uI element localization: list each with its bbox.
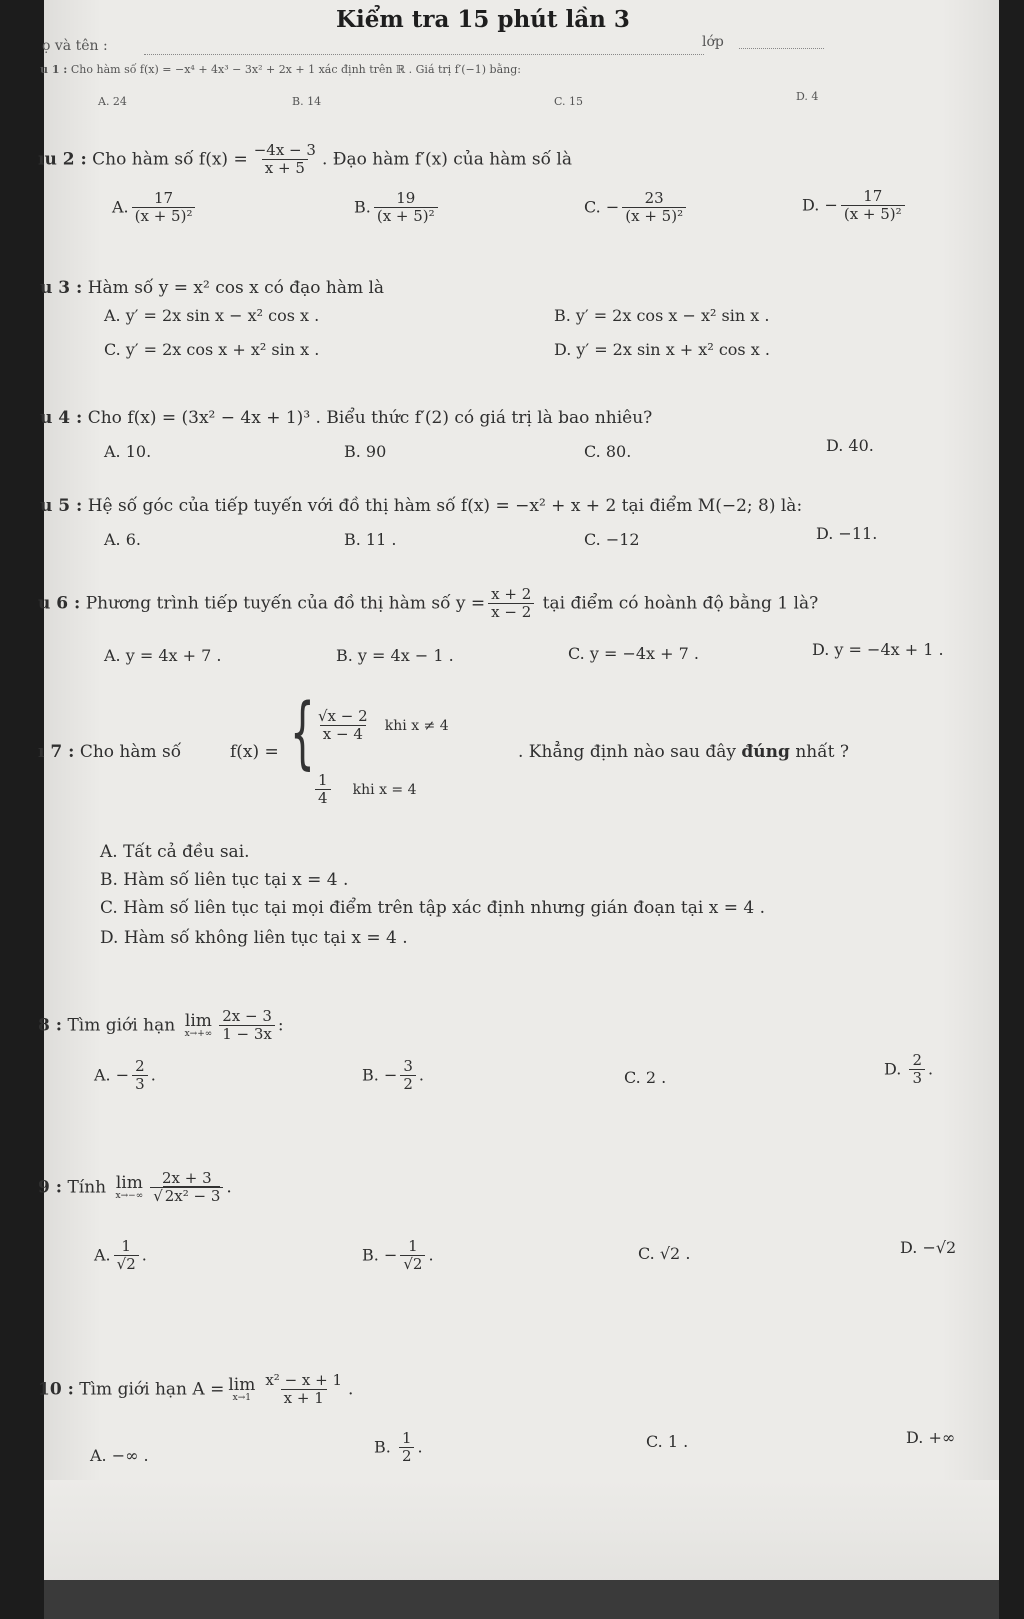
q6-option-c: C. y = −4x + 7 .: [568, 644, 699, 663]
q10-option-b: B. $\frac{1}{2}$ .: [374, 1429, 423, 1466]
q2-option-b: B. $\frac{19}{\text{(x + 5)²}}$: [354, 190, 441, 226]
q8-option-b: B. − $\frac{3}{2}$ .: [362, 1057, 424, 1094]
page-title: Kiểm tra 15 phút lần 3: [336, 6, 630, 33]
q7-piece-1: $\frac{√x - 2}{x - 4}$ khi x ≠ 4: [318, 707, 449, 744]
q1-option-b: B. 14: [292, 95, 322, 108]
q6-option-b: B. y = 4x − 1 .: [336, 646, 454, 665]
q7-option-c: C. Hàm số liên tục tại mọi điểm trên tập xác định nhưng gián đoạn tại x = 4 .: [100, 898, 765, 918]
q6-text: u 6 : Phương trình tiếp tuyến của đồ thị hàm số y = $\frac{x + 2}{x - 2}$ tại điểm có hoành độ bằng 1 là?: [38, 585, 819, 622]
q6-option-d: D. y = −4x + 1 .: [812, 640, 944, 659]
q7-fx: f(x) =: [230, 742, 279, 762]
q2-option-c: C. − $\frac{23}{\text{(x + 5)²}}$: [584, 190, 689, 226]
q6-option-a: A. y = 4x + 7 .: [104, 646, 222, 665]
q3-option-d: D. y′ = 2x sin x + x² cos x .: [554, 340, 770, 359]
q9-option-a: A. $\frac{1}{√2}$ .: [94, 1237, 147, 1274]
q3-text: u 3 : Hàm số y = x² cos x có đạo hàm là: [40, 278, 385, 298]
q5-option-d: D. −11.: [816, 524, 878, 543]
q2-option-a: A. $\frac{17}{\text{(x + 5)²}}$: [112, 190, 198, 226]
class-label: lớp: [702, 34, 724, 50]
q5-text: u 5 : Hệ số góc của tiếp tuyến với đồ thị hàm số f(x) = −x² + x + 2 tại điểm M(−2; 8) là:: [40, 496, 803, 516]
class-dotted-line: [739, 48, 824, 49]
q1-option-d: D. 4: [796, 90, 819, 103]
q2-text: ıu 2 : Cho hàm số f(x) = $\frac{-4x - 3}{x + 5}$ . Đạo hàm f′(x) của hàm số là: [38, 141, 572, 178]
bottom-shadow: [44, 1580, 999, 1619]
q3-option-a: A. y′ = 2x sin x − x² cos x .: [104, 306, 320, 325]
q9-text: 9 : Tính lim x→−∞ $\frac{2x + 3}{\text{√ 2x² − 3}}$ .: [38, 1169, 232, 1206]
q1-option-c: C. 15: [554, 95, 584, 108]
q8-option-c: C. 2 .: [624, 1068, 667, 1087]
q7-piece-2: $\frac{1}{4}$ khi x = 4: [312, 772, 417, 808]
q7-brace: {: [290, 688, 315, 778]
q7-text: . Khẳng định nào sau đây đúng nhất ?: [518, 742, 849, 762]
q3-option-b: B. y′ = 2x cos x − x² sin x .: [554, 306, 770, 325]
q8-option-a: A. − $\frac{2}{3}$ .: [94, 1057, 156, 1094]
q8-text: 8 : Tìm giới hạn lim x→+∞ $\frac{2x - 3}{1 - 3x}$ :: [38, 1007, 284, 1044]
q7-option-d: D. Hàm số không liên tục tại x = 4 .: [100, 928, 408, 948]
q10-option-c: C. 1 .: [646, 1432, 689, 1451]
q9-option-c: C. √2 .: [638, 1244, 691, 1263]
q10-text: 10 : Tìm giới hạn A = lim x→1 $\frac{\text{x² − x + 1}}{x + 1}$ .: [38, 1371, 354, 1408]
q1-option-a: A. 24: [98, 95, 127, 108]
q4-option-b: B. 90: [344, 442, 387, 461]
q1-text: u 1 : Cho hàm số f(x) = −x⁴ + 4x³ − 3x² + 2x + 1 xác định trên ℝ . Giá trị f′(−1) bằng:: [40, 63, 521, 76]
q5-option-c: C. −12: [584, 530, 640, 549]
q5-option-b: B. 11 .: [344, 530, 397, 549]
q7-label: ı 7 : Cho hàm số: [38, 742, 182, 762]
exam-paper: [38, 0, 999, 1619]
q10-option-d: D. +∞: [906, 1428, 956, 1447]
name-label: ọ và tên :: [42, 38, 108, 54]
q4-option-a: A. 10.: [104, 442, 152, 461]
q5-option-a: A. 6.: [104, 530, 141, 549]
q7-option-a: A. Tất cả đều sai.: [100, 842, 250, 862]
q4-option-c: C. 80.: [584, 442, 632, 461]
q8-option-d: D. $\frac{2}{3}$ .: [884, 1051, 934, 1088]
q9-option-d: D. −√2: [900, 1238, 957, 1257]
q2-option-d: D. − $\frac{17}{\text{(x + 5)²}}$: [802, 188, 908, 224]
q10-option-a: A. −∞ .: [90, 1446, 149, 1465]
name-dotted-line: [144, 54, 704, 55]
q9-option-b: B. − $\frac{1}{√2}$ .: [362, 1237, 434, 1274]
q7-option-b: B. Hàm số liên tục tại x = 4 .: [100, 870, 349, 890]
q4-option-d: D. 40.: [826, 436, 874, 455]
q4-text: u 4 : Cho f(x) = (3x² − 4x + 1)³ . Biểu thức f′(2) có giá trị là bao nhiêu?: [40, 408, 653, 428]
q3-option-c: C. y′ = 2x cos x + x² sin x .: [104, 340, 320, 359]
